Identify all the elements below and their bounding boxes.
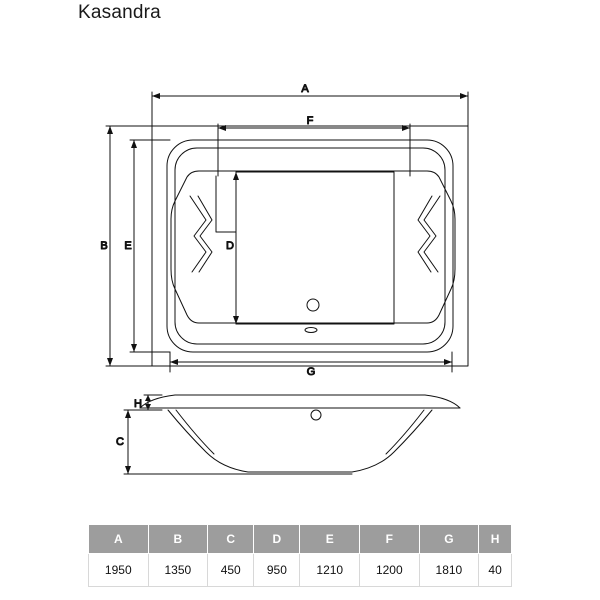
table-header-E: E <box>300 525 360 554</box>
table-cell-A: 1950 <box>89 554 149 587</box>
table-cell-B: 1350 <box>148 554 208 587</box>
table-cell-C: 450 <box>208 554 254 587</box>
specifications-table <box>88 524 512 587</box>
table-header-D: D <box>254 525 300 554</box>
table-header-G: G <box>419 525 479 554</box>
dimension-A-label: A <box>301 83 309 95</box>
dimension-B-label: B <box>100 240 108 252</box>
dimension-D-label: D <box>226 240 234 252</box>
table-header-C: C <box>208 525 254 554</box>
top-view-outer-rim <box>152 126 468 366</box>
table-header-row <box>89 525 512 554</box>
table-header-F: F <box>360 525 420 554</box>
table-row <box>89 554 512 587</box>
table-header-H: H <box>479 525 512 554</box>
table-cell-D: 950 <box>254 554 300 587</box>
table-header-A: A <box>89 525 149 554</box>
table-cell-F: 1200 <box>360 554 420 587</box>
side-view-profile <box>140 395 460 474</box>
table-cell-G: 1810 <box>419 554 479 587</box>
table-header-B: B <box>148 525 208 554</box>
dimension-F-label: F <box>306 115 314 127</box>
table-cell-H: 40 <box>479 554 512 587</box>
page-title: Kasandra <box>78 2 161 23</box>
dimension-G-label: G <box>306 366 316 378</box>
dimension-C-label: C <box>116 436 124 448</box>
dimension-H-label: H <box>134 398 142 410</box>
dimension-E-label: E <box>124 240 132 252</box>
table-cell-E: 1210 <box>300 554 360 587</box>
